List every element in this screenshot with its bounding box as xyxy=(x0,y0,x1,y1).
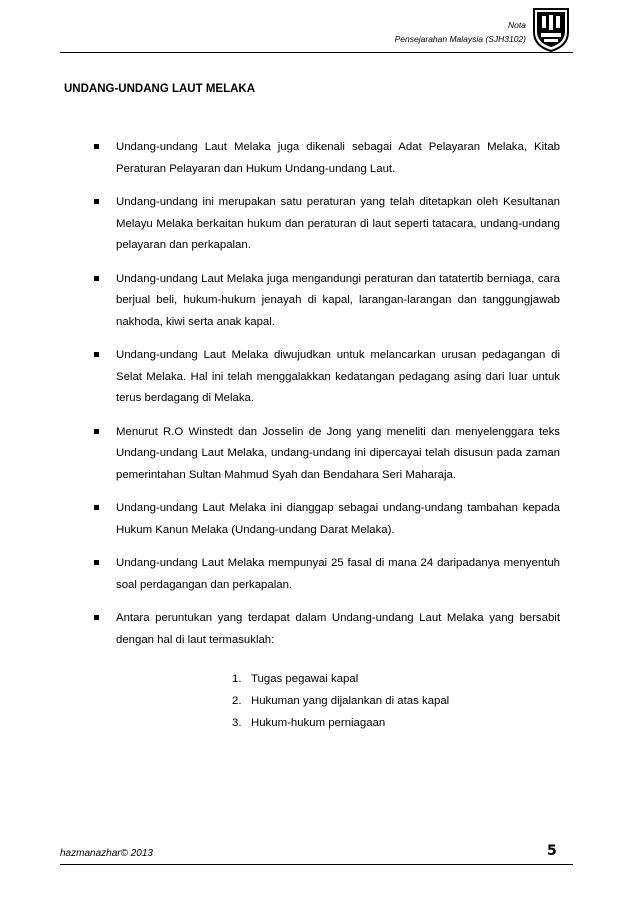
numbered-list xyxy=(232,668,449,734)
footer-divider xyxy=(60,864,573,865)
list-item xyxy=(92,192,560,257)
item-number: 2. xyxy=(232,695,242,707)
bullet-text: Antara peruntukan yang terdapat dalam Undang-undang Laut Melaka yang bersabit dengan hal di laut termasuklah: xyxy=(116,612,560,646)
page-number: 5 xyxy=(547,843,557,859)
bullet-list xyxy=(92,137,560,663)
item-text: Hukum-hukum perniagaan xyxy=(251,717,386,729)
list-item xyxy=(92,137,560,180)
section-title: UNDANG-UNDANG LAUT MELAKA xyxy=(64,83,256,95)
square-bullet-icon xyxy=(94,276,99,281)
numbered-item xyxy=(232,668,449,690)
bullet-text: Undang-undang Laut Melaka mempunyai 25 fasal di mana 24 daripadanya menyentuh soal perdagangan dan perkapalan. xyxy=(116,557,560,591)
list-item xyxy=(92,498,560,541)
numbered-item xyxy=(232,690,449,712)
square-bullet-icon xyxy=(94,505,99,510)
numbered-item xyxy=(232,712,449,734)
bullet-text: Undang-undang Laut Melaka juga mengandungi peraturan dan tatatertib berniaga, cara berjual beli, hukum-hukum jenayah di kapal, larangan-larangan dan tanggungjawab nakhoda, kiwi serta anak kapal. xyxy=(116,272,560,328)
list-item xyxy=(92,553,560,596)
bullet-text: Menurut R.O Winstedt dan Josselin de Jong yang meneliti dan menyelenggara teks Undang-undang Laut Melaka, undang-undang ini dipercayai telah disusun pada zaman pemerintahan Sultan Mahmud Syah dan Bendahara Seri Maharaja. xyxy=(116,425,560,481)
square-bullet-icon xyxy=(94,429,99,434)
item-number: 1. xyxy=(232,673,242,685)
bullet-text: Undang-undang Laut Melaka diwujudkan untuk melancarkan urusan pedagangan di Selat Melaka. Hal ini telah menggalakkan kedatangan pedagang asing dari luar untuk terus berdagang di Melaka. xyxy=(116,349,560,404)
item-text: Tugas pegawai kapal xyxy=(251,673,359,685)
university-crest-logo xyxy=(532,6,570,52)
header-divider xyxy=(60,52,573,53)
square-bullet-icon xyxy=(94,199,99,204)
footer-author: hazmanazhar© 2013 xyxy=(60,848,153,859)
header-title: Nota xyxy=(508,20,526,30)
list-item xyxy=(92,345,560,410)
item-text: Hukuman yang dijalankan di atas kapal xyxy=(251,695,450,707)
list-item xyxy=(92,608,560,651)
square-bullet-icon xyxy=(94,144,99,149)
list-item xyxy=(92,422,560,487)
bullet-text: Undang-undang Laut Melaka juga dikenali sebagai Adat Pelayaran Melaka, Kitab Peraturan Pelayaran dan Hukum Undang-undang Laut. xyxy=(116,141,560,175)
square-bullet-icon xyxy=(94,352,99,357)
square-bullet-icon xyxy=(94,560,99,565)
header xyxy=(395,18,526,46)
square-bullet-icon xyxy=(94,615,99,620)
header-subtitle: Pensejarahan Malaysia (SJH3102) xyxy=(394,34,526,44)
list-item xyxy=(92,269,560,334)
bullet-text: Undang-undang ini merupakan satu peraturan yang telah ditetapkan oleh Kesultanan Melayu Melaka berkaitan hukum dan peraturan di laut seperti tatacara, undang-undang pelayaran dan perkapalan. xyxy=(116,196,560,251)
item-number: 3. xyxy=(232,717,242,729)
bullet-text: Undang-undang Laut Melaka ini dianggap sebagai undang-undang tambahan kepada Hukum Kanun Melaka (Undang-undang Darat Melaka). xyxy=(116,502,560,536)
